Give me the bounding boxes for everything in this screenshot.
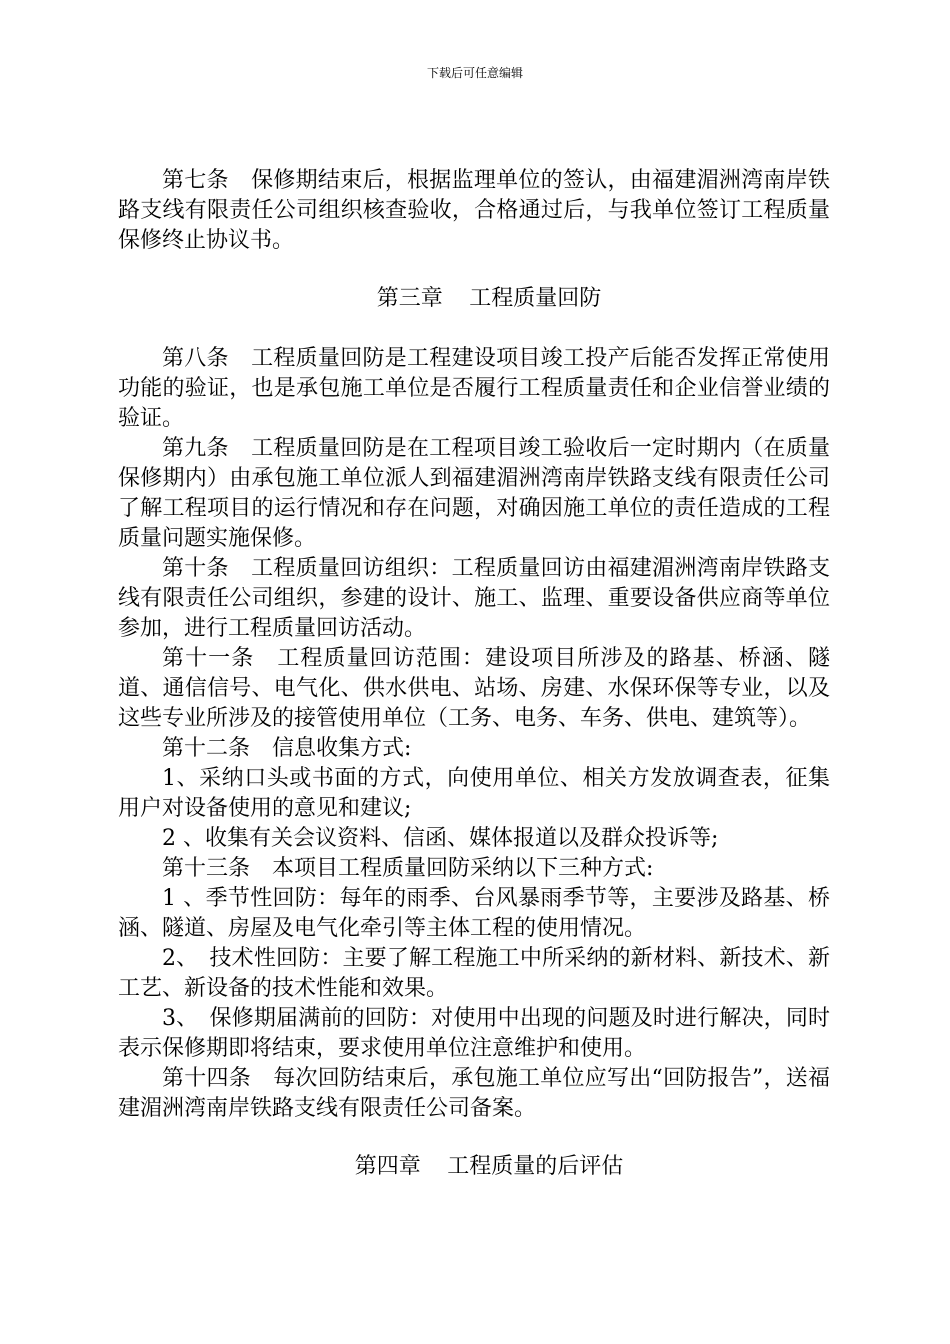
article-13-item-1: 1 、季节性回防：每年的雨季、台风暴雨季节等，主要涉及路基、桥涵、隧道、房屋及电气化牵引等主体工程的使用情况。 [118,886,830,941]
article-12-item-1: 1、采纳口头或书面的方式，向使用单位、相关方发放调查表，征集用户对设备使用的意见和建议; [118,766,830,821]
document-body [118,166,830,1182]
article-14: 第十四条 每次回防结束后，承包施工单位应写出“回防报告”，送福建湄洲湾南岸铁路支线有限责任公司备案。 [118,1066,830,1121]
article-8: 第八条 工程质量回防是工程建设项目竣工投产后能否发挥正常使用功能的验证，也是承包施工单位是否履行工程质量责任和企业信誉业绩的验证。 [118,346,830,431]
article-7: 第七条 保修期结束后，根据监理单位的签认，由福建湄洲湾南岸铁路支线有限责任公司组织核查验收，合格通过后，与我单位签订工程质量保修终止协议书。 [118,168,830,253]
chapter-3-title: 工程质量回防 [469,286,602,311]
article-10: 第十条 工程质量回访组织：工程质量回访由福建湄洲湾南岸铁路支线有限责任公司组织，参建的设计、施工、监理、重要设备供应商等单位参加，进行工程质量回访活动。 [118,556,830,641]
article-13-item-3: 3、 保修期届满前的回防：对使用中出现的问题及时进行解决，同时表示保修期即将结束，要求使用单位注意维护和使用。 [118,1006,830,1061]
article-12-item-2: 2 、收集有关会议资料、信函、媒体报道以及群众投诉等; [162,826,719,851]
chapter-4-number: 第四章 [354,1154,421,1179]
chapter-4-title: 工程质量的后评估 [447,1154,624,1179]
article-9: 第九条 工程质量回防是在工程项目竣工验收后一定时期内（在质量保修期内）由承包施工单位派人到福建湄洲湾南岸铁路支线有限责任公司了解工程项目的运行情况和存在问题，对确因施工单位的责任造成的工程质量问题实施保修。 [118,436,830,551]
chapter-4-heading [118,1152,830,1182]
article-13-item-2: 2、 技术性回防：主要了解工程施工中所采纳的新材料、新技术、新工艺、新设备的技术性能和效果。 [118,946,830,1001]
page-header: 下载后可任意编辑 [426,66,523,80]
article-13: 第十三条 本项目工程质量回防采纳以下三种方式: [162,856,654,881]
chapter-3-heading [118,284,830,314]
article-12: 第十二条 信息收集方式: [162,736,412,761]
chapter-3-number: 第三章 [376,286,443,311]
article-11: 第十一条 工程质量回访范围：建设项目所涉及的路基、桥涵、隧道、通信信号、电气化、供水供电、站场、房建、水保环保等专业，以及这些专业所涉及的接管使用单位（工务、电务、车务、供电、建筑等）。 [118,646,830,731]
